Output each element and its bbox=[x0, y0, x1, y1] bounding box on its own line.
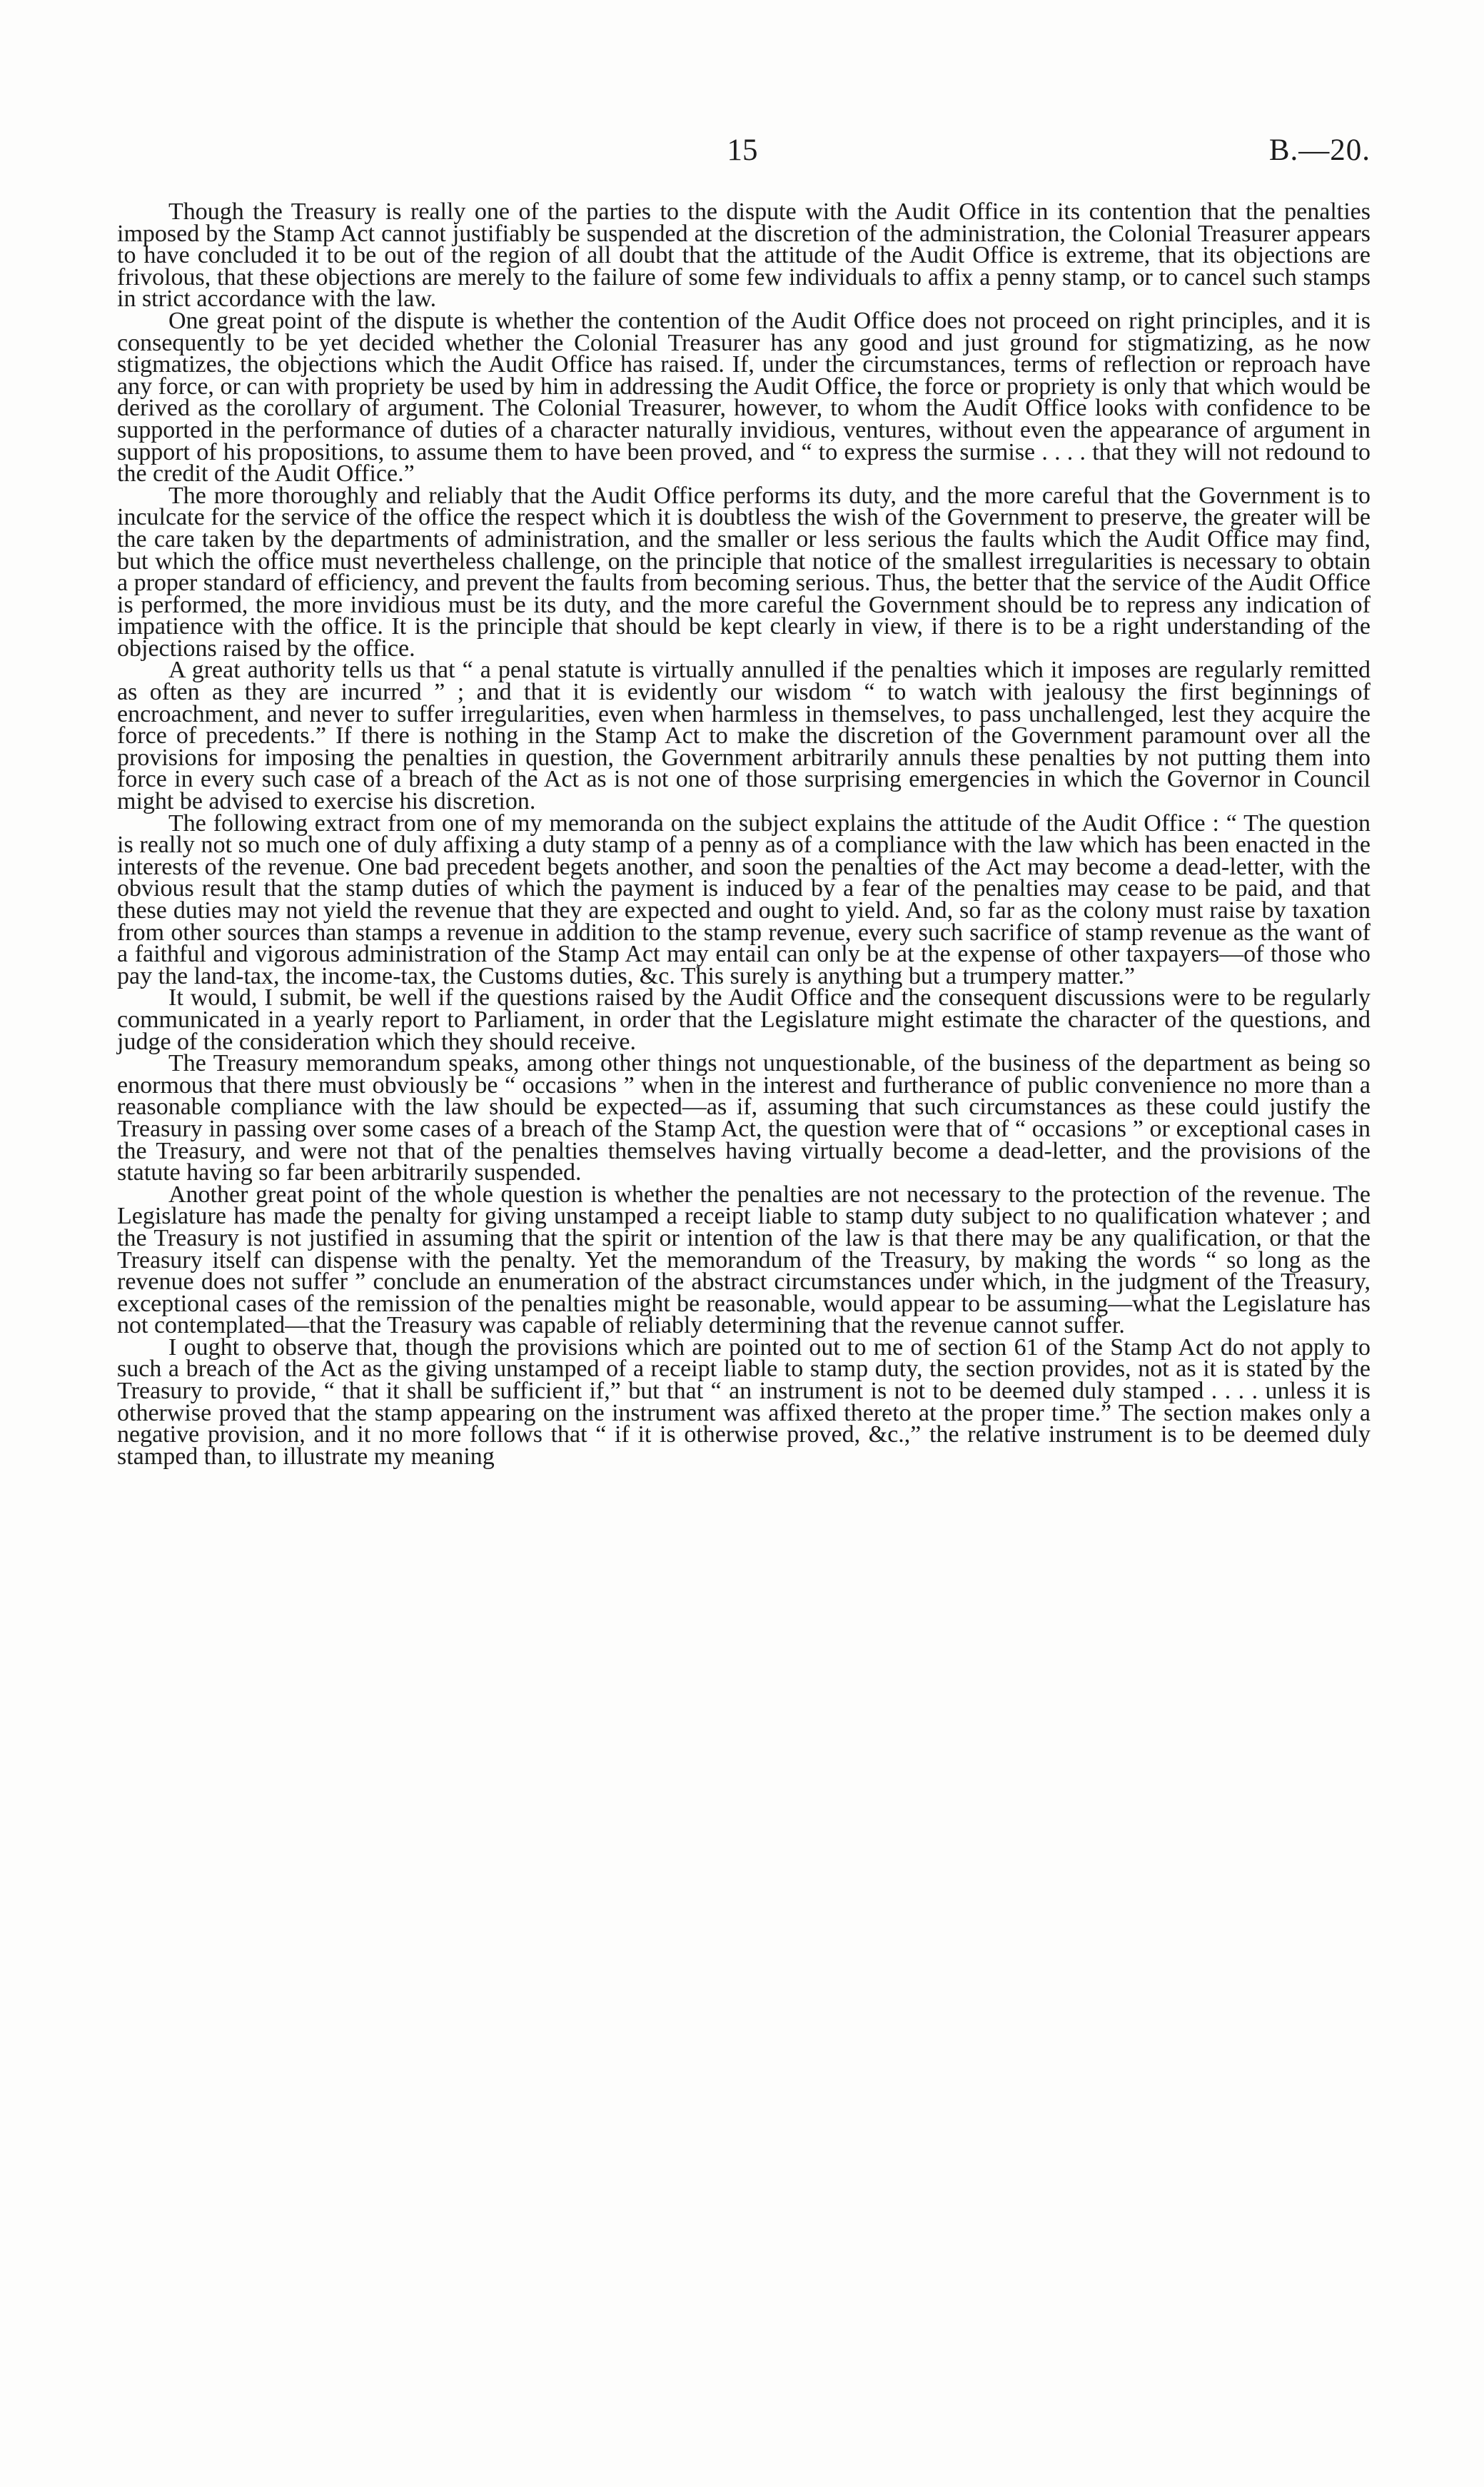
paragraph-memoranda-extract: The following extract from one of my memoranda on the subject explains the attitude of the Audit Office : “ The question is really not so much one of duly affixing a duty stamp of a penny as of a compliance with the law which has been enacted in the interests of the revenue. One bad precedent begets another, and soon the penalties of the Act may become a dead-letter, with the obvious result that the stamp duties of which the payment is induced by a fear of the penalties may cease to be paid, and that these duties may not yield the revenue that they are expected and ought to yield. And, so far as the colony must raise by taxation from other sources than stamps a revenue in addition to the stamp revenue, every such sacrifice of stamp revenue as the want of a faithful and vigorous administration of the Stamp Act may entail can only be at the expense of other taxpayers—of those who pay the land-tax, the income-tax, the Customs duties, &c. This surely is anything but a trumpery matter.” bbox=[117, 809, 1371, 989]
paragraph-yearly-report: It would, I submit, be well if the questions raised by the Audit Office and the consequent discussions were to be regularly communicated in a yearly report to Parliament, in order that the Legislature might estimate the character of the questions, and judge of the consideration which they should receive. bbox=[117, 984, 1371, 1055]
paper-reference: B.—20. bbox=[1268, 133, 1371, 167]
page-number: 15 bbox=[727, 133, 758, 167]
paragraph-section-61: I ought to observe that, though the provisions which are pointed out to me of section 61 of the Stamp Act do not apply to such a breach of the Act as the giving unstamped of a receipt liable to stamp duty, the section provides, not as it is stated by the Treasury to provide, “ that it shall be sufficient if,” but that “ an instrument is not to be deemed duly stamped . . . . unless it is otherwise proved that the stamp appearing on the instrument was affixed thereto at the proper time.” The section makes only a negative provision, and it no more follows that “ if it is otherwise proved, &c.,” the relative instrument is to be deemed duly stamped than, to illustrate my meaning bbox=[117, 1333, 1371, 1470]
body-text bbox=[117, 198, 1371, 1470]
paragraph-audit-duty: The more thoroughly and reliably that the Audit Office performs its duty, and the more careful that the Government is to inculcate for the service of the office the respect which it is doubtless the wish of the Government to preserve, the greater will be the care taken by the departments of administration, and the smaller or less serious the faults which the Audit Office may find, but which the office must nevertheless challenge, on the principle that notice of the smallest irregularities is necessary to obtain a proper standard of efficiency, and prevent the faults from becoming serious. Thus, the better that the service of the Audit Office is performed, the more invidious must be its duty, and the more careful the Government should be to repress any indication of impatience with the office. It is the principle that should be kept clearly in view, if there is to be a right understanding of the objections raised by the office. bbox=[117, 482, 1371, 662]
paragraph-point-of-dispute: One great point of the dispute is whether the contention of the Audit Office does not proceed on right principles, and it is consequently to be yet decided whether the Colonial Treasurer has any good and just ground for stigmatizing, as he now stigmatizes, the objections which the Audit Office has raised. If, under the circumstances, terms of reflection or reproach have any force, or can with propriety be used by him in addressing the Audit Office, the force or propriety is only that which would be derived as the corollary of argument. The Colonial Treasurer, however, to whom the Audit Office looks with confidence to be supported in the performance of duties of a character naturally invidious, ventures, without even the appearance of argument in support of his propositions, to assume them to have been proved, and “ to express the surmise . . . . that they will not redound to the credit of the Audit Office.” bbox=[117, 307, 1371, 488]
paragraph-treasury-memorandum: The Treasury memorandum speaks, among other things not unquestionable, of the business of the department as being so enormous that there must obviously be “ occasions ” when in the interest and furtherance of public convenience no more than a reasonable compliance with the law should be expected—as if, assuming that such circumstances as these could justify the Treasury in passing over some cases of a breach of the Stamp Act, the question were that of “ occasions ” or exceptional cases in the Treasury, and were not that of the penalties themselves having virtually become a dead-letter, and the provisions of the statute having so far been arbitrarily suspended. bbox=[117, 1050, 1371, 1186]
paragraph-revenue-protection: Another great point of the whole question is whether the penalties are not necessary to the protection of the revenue. The Legislature has made the penalty for giving unstamped a receipt liable to stamp duty subject to no qualification whatever ; and the Treasury is not justified in assuming that the spirit or intention of the law is that there may be any qualification, or that the Treasury itself can dispense with the penalty. Yet the memorandum of the Treasury, by making the words “ so long as the revenue does not suffer ” conclude an enumeration of the abstract circumstances under which, in the judgment of the Treasury, exceptional cases of the remission of the penalties might be reasonable, would appear to be assuming—what the Legislature has not contemplated—that the Treasury was capable of reliably determining that the revenue cannot suffer. bbox=[117, 1181, 1371, 1339]
page-header bbox=[114, 133, 1371, 176]
paragraph-penal-statute: A great authority tells us that “ a penal statute is virtually annulled if the penalties which it imposes are regularly remitted as often as they are incurred ” ; and that it is evidently our wisdom “ to watch with jealousy the first beginnings of encroachment, and never to suffer irregularities, even when harmless in themselves, to pass unchallenged, lest they acquire the force of precedents.” If there is nothing in the Stamp Act to make the discretion of the Government paramount over all the provisions for imposing the penalties in question, the Government arbitrarily annuls these penalties by not putting them into force in every such case of a breach of the Act as is not one of those surprising emergencies in which the Governor in Council might be advised to exercise his discretion. bbox=[117, 657, 1371, 815]
paragraph-treasury-dispute: Though the Treasury is really one of the parties to the dispute with the Audit Office in its contention that the penalties imposed by the Stamp Act cannot justifiably be suspended at the discretion of the administration, the Colonial Treasurer appears to have concluded it to be out of the region of all doubt that the attitude of the Audit Office is extreme, that its objections are frivolous, that these objections are merely to the failure of some few individuals to affix a penny stamp, or to cancel such stamps in strict accordance with the law. bbox=[117, 198, 1371, 313]
